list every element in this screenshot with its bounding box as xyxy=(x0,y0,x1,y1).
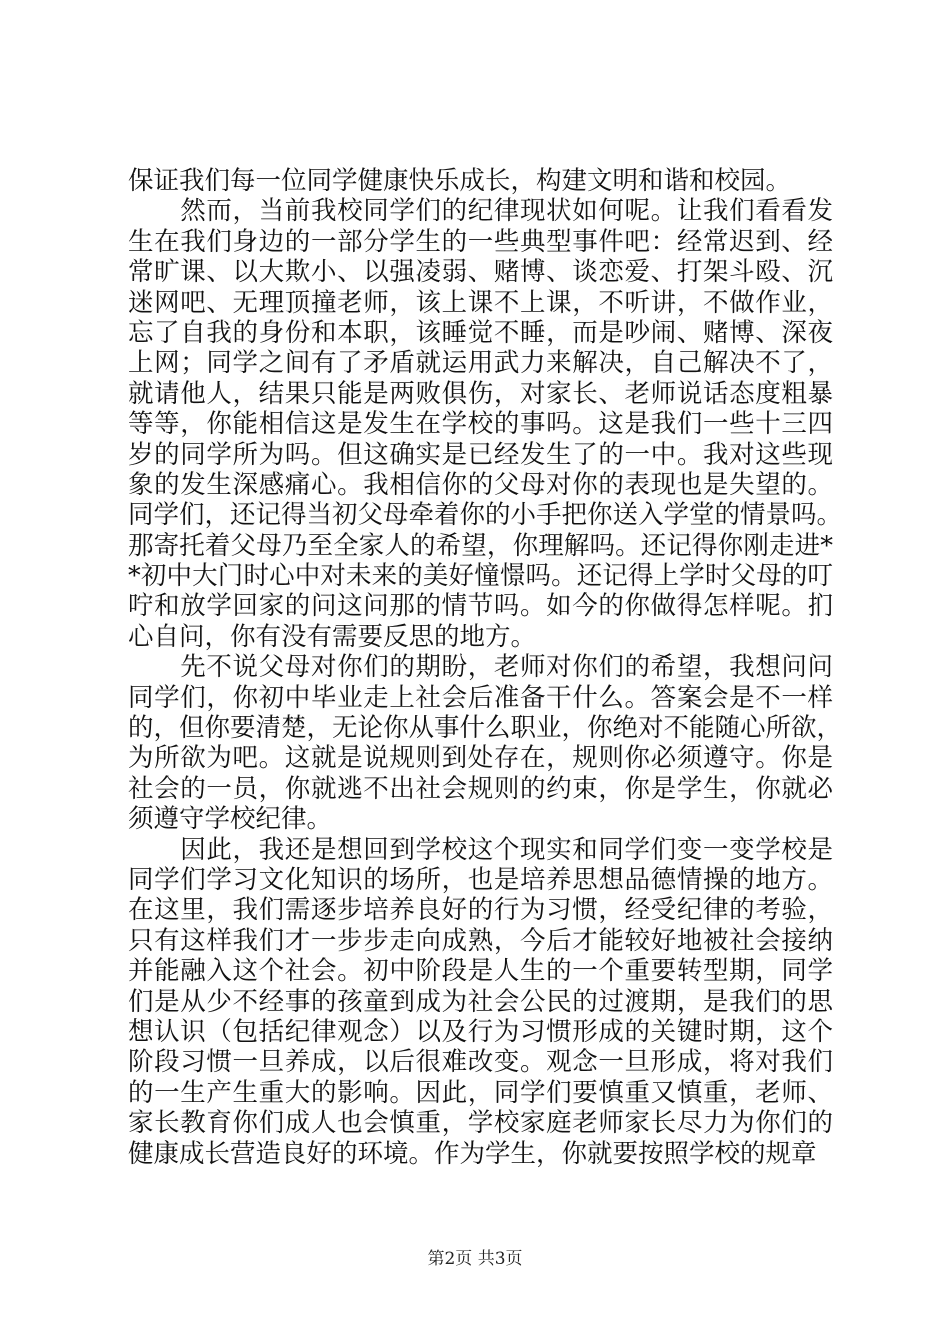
text-line: 阶段习惯一旦养成，以后很难改变。观念一旦形成，将对我们 xyxy=(128,1047,833,1078)
text-line: 家长教育你们成人也会慎重，学校家庭老师家长尽力为你们的 xyxy=(128,1108,833,1139)
paragraph xyxy=(128,835,833,1169)
text-line: 社会的一员，你就逃不出社会规则的约束，你是学生，你就必 xyxy=(128,773,833,804)
text-line: 们是从少不经事的孩童到成为社会公民的过渡期，是我们的思 xyxy=(128,986,833,1017)
text-line: 然而，当前我校同学们的纪律现状如何呢。让我们看看发 xyxy=(128,196,833,227)
text-line: 常旷课、以大欺小、以强凌弱、赌博、谈恋爱、打架斗殴、沉 xyxy=(128,257,833,288)
text-line: 因此，我还是想回到学校这个现实和同学们变一变学校是 xyxy=(128,834,833,865)
text-line: 在这里，我们需逐步培养良好的行为习惯，经受纪律的考验， xyxy=(128,895,833,926)
text-line: 心自问，你有没有需要反思的地方。 xyxy=(128,621,537,652)
paragraph xyxy=(128,166,833,196)
text-line: 保证我们每一位同学健康快乐成长，构建文明和谐和校园。 xyxy=(128,166,792,196)
text-line: 咛和放学回家的问这问那的情节吗。如今的你做得怎样呢。扪 xyxy=(128,591,833,622)
text-line: 上网；同学之间有了矛盾就运用武力来解决，自己解决不了， xyxy=(128,348,833,379)
text-line: 并能融入这个社会。初中阶段是人生的一个重要转型期，同学 xyxy=(128,956,833,987)
text-line: 那寄托着父母乃至全家人的希望，你理解吗。还记得你刚走进* xyxy=(128,530,833,561)
text-line: 迷网吧、无理顶撞老师，该上课不上课，不听讲，不做作业， xyxy=(128,287,833,318)
text-line: 等等，你能相信这是发生在学校的事吗。这是我们一些十三四 xyxy=(128,409,833,440)
page-footer: 第2页 共3页 xyxy=(427,1249,523,1269)
text-line: 象的发生深感痛心。我相信你的父母对你的表现也是失望的。 xyxy=(128,469,833,500)
paragraph xyxy=(128,652,843,835)
text-line: 同学们，还记得当初父母牵着你的小手把你送入学堂的情景吗。 xyxy=(128,500,843,531)
text-line: 为所欲为吧。这就是说规则到处存在，规则你必须遵守。你是 xyxy=(128,743,833,774)
text-line: 岁的同学所为吗。但这确实是已经发生了的一中。我对这些现 xyxy=(128,439,833,470)
text-line: 忘了自我的身份和本职，该睡觉不睡，而是吵闹、赌博、深夜 xyxy=(128,317,833,348)
text-line: 健康成长营造良好的环境。作为学生，你就要按照学校的规章 xyxy=(128,1138,817,1169)
text-line: 生在我们身边的一部分学生的一些典型事件吧：经常迟到、经 xyxy=(128,226,833,257)
document-body xyxy=(128,166,843,1169)
paragraph xyxy=(128,196,843,652)
text-line: 只有这样我们才一步步走向成熟，今后才能较好地被社会接纳 xyxy=(128,925,833,956)
text-line: *初中大门时心中对未来的美好憧憬吗。还记得上学时父母的叮 xyxy=(128,561,833,592)
text-line: 同学们学习文化知识的场所，也是培养思想品德情操的地方。 xyxy=(128,864,833,895)
text-line: 的一生产生重大的影响。因此，同学们要慎重又慎重，老师、 xyxy=(128,1077,833,1108)
text-line: 须遵守学校纪律。 xyxy=(128,804,333,835)
text-line: 同学们，你初中毕业走上社会后准备干什么。答案会是不一样 xyxy=(128,682,833,713)
text-line: 想认识（包括纪律观念）以及行为习惯形成的关键时期，这个 xyxy=(128,1016,833,1047)
text-line: 就请他人，结果只能是两败俱伤，对家长、老师说话态度粗暴 xyxy=(128,378,833,409)
text-line: 的，但你要清楚，无论你从事什么职业，你绝对不能随心所欲， xyxy=(128,713,843,744)
text-line: 先不说父母对你们的期盼，老师对你们的希望，我想问问 xyxy=(128,652,833,683)
